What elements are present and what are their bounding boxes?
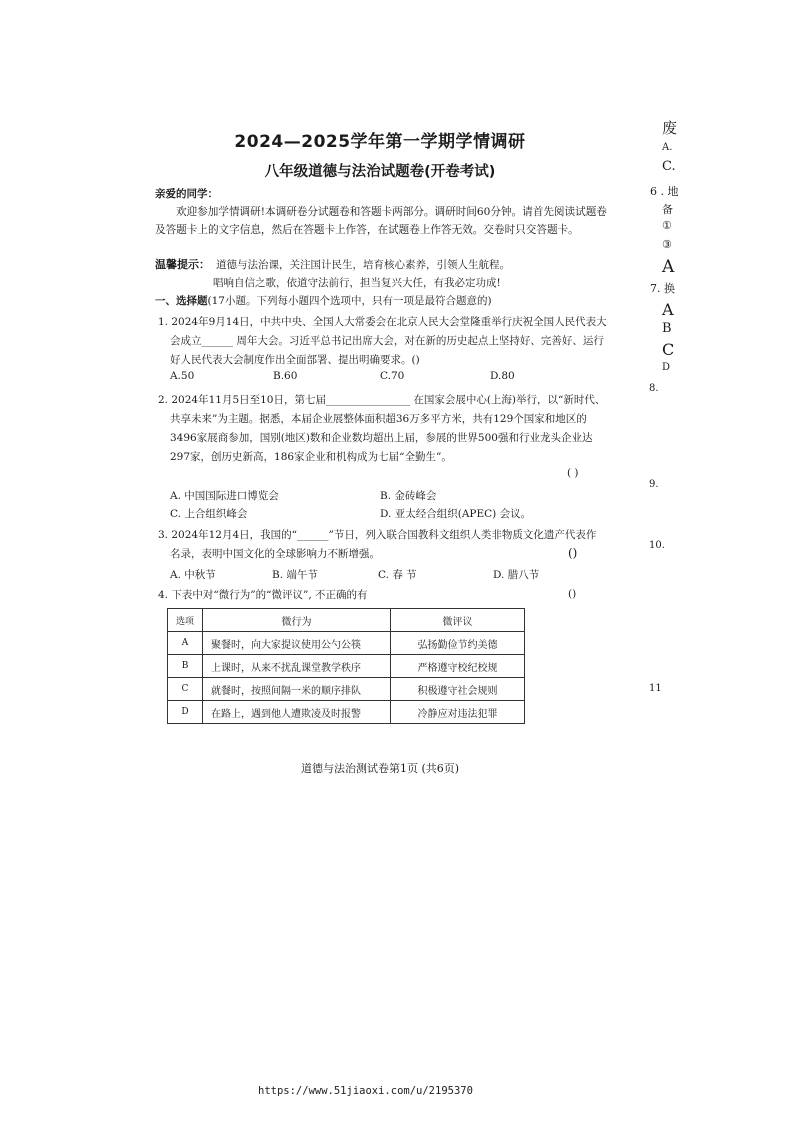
option-b: B. 端午节 (272, 569, 318, 581)
table-header: 微评议 (391, 609, 525, 632)
tip (155, 256, 510, 272)
option-d: D. 腊八节 (493, 569, 540, 581)
answer-paren: ( ) (567, 467, 579, 479)
side-fragment: A (662, 257, 675, 277)
answer-paren: () (568, 546, 578, 560)
side-fragment: 6 . 地 (650, 185, 679, 198)
table-header: 微行为 (203, 609, 391, 632)
side-fragment: D (662, 362, 671, 373)
table-cell: B (168, 655, 203, 678)
table-cell: 严格遵守校纪校规 (391, 655, 525, 678)
option-a: A. 中秋节 (170, 569, 216, 581)
option-c: C. 上合组织峰会 (170, 508, 248, 520)
option-d: D.80 (490, 370, 515, 382)
side-fragment: A. (662, 142, 673, 153)
tip-text: 道德与法治课，关注国计民生，培育核心素养，引领人生航程。 (216, 259, 510, 271)
table-cell: 冷静应对违法犯罪 (391, 701, 525, 724)
side-fragment: 8. (649, 383, 659, 394)
page-footer: 道德与法治测试卷第1页 (共6页) (300, 762, 460, 775)
table-cell: 就餐时，按照间隔一米的顺序排队 (203, 678, 391, 701)
side-fragment: C (662, 340, 675, 359)
behavior-table (167, 608, 525, 724)
question-stem: 4. 下表中对“微行为”的“微评议”, 不正确的有 (158, 589, 368, 601)
question-2 (158, 391, 610, 467)
side-fragment: 9. (649, 479, 659, 490)
side-fragment: 7. 换 (650, 282, 675, 295)
side-fragment: ③ (662, 238, 672, 251)
question-stem: 1. 2024年9月14日，中共中央、全国人大常委会在北京人民大会堂隆重举行庆祝全国人民代表大会成立______ 周年大会。习近平总书记出席大会，对在新的历史起点上坚持好、完善好、运行好人民代表大会制度作出全面部署、提出明确要求。() (158, 316, 607, 366)
side-fragment: C. (662, 159, 676, 174)
table-cell: 上课时，从来不扰乱课堂教学秩序 (203, 655, 391, 678)
tip-label: 温馨提示： (155, 258, 210, 271)
section-label: 一、选择题 (155, 295, 208, 307)
intro-text: 欢迎参加学情调研!本调研卷分试题卷和答题卡两部分。调研时间60分钟。请首先阅读试题卷及答题卡上的文字信息，然后在答题卡上作答，在试题卷上作答无效。交卷时只交答题卡。 (155, 206, 607, 236)
section-heading (155, 293, 492, 308)
slogan: 唱响自信之歌，依道守法前行，担当复兴大任，有我必定功成! (213, 277, 501, 289)
side-fragment: A (662, 300, 674, 319)
page-title: 2024—2025学年第一学期学情调研 (234, 132, 526, 152)
side-fragment: 废 (662, 119, 678, 137)
question-1 (158, 313, 610, 370)
side-fragment: 备 (662, 203, 673, 216)
table-cell: A (168, 632, 203, 655)
option-a: A.50 (170, 370, 195, 382)
table-row (168, 678, 525, 701)
page-subtitle: 八年级道德与法治试题卷(开卷考试) (264, 164, 496, 180)
option-b: B. 金砖峰会 (380, 490, 437, 502)
answer-paren: () (568, 588, 577, 600)
question-4 (158, 586, 610, 605)
side-fragment: 10. (649, 540, 665, 551)
option-c: C.70 (380, 370, 405, 382)
option-c: C. 春 节 (378, 569, 417, 581)
table-cell: 在路上，遇到他人遭欺凌及时报警 (203, 701, 391, 724)
greeting: 亲爱的同学： (155, 188, 218, 200)
table-row (168, 701, 525, 724)
side-fragment: 11 (649, 683, 662, 694)
side-fragment: B (662, 321, 672, 336)
table-row (168, 632, 525, 655)
table-cell: C (168, 678, 203, 701)
table-header-row (168, 609, 525, 632)
watermark-url[interactable]: https://www.51jiaoxi.com/u/2195370 (258, 1085, 473, 1097)
table-cell: 聚餐时，向大家提议使用公勺公筷 (203, 632, 391, 655)
option-d: D. 亚太经合组织(APEC) 会议。 (380, 508, 532, 520)
side-fragment: ① (662, 219, 672, 232)
table-cell: 积极遵守社会规则 (391, 678, 525, 701)
table-row (168, 655, 525, 678)
question-stem: 3. 2024年12月4日，我国的“______”节日，列入联合国教科文组织人类非物质文化遗产代表作名录，表明中国文化的全球影响力不断增强。 (158, 529, 597, 560)
question-stem: 2. 2024年11月5日至10日，第七届________________ 在国家会展中心(上海)举行，以“新时代、共享未来”为主题。据悉，本届企业展整体面积超36万多平方米，共有129个国家和地区的3496家展商参加，国别(地区)数和企业数均超出上届，参展的世界500强和行业龙头企业达297家，创历史新高，186家企业和机构成为七届“全勤生”。 (158, 394, 606, 463)
table-cell: D (168, 701, 203, 724)
question-3 (158, 526, 598, 564)
table-cell: 弘扬勤俭节约美德 (391, 632, 525, 655)
table-header: 选项 (168, 609, 203, 632)
section-note: (17小题。下列每小题四个选项中，只有一项是最符合题意的) (207, 295, 492, 307)
option-b: B.60 (273, 370, 298, 382)
option-a: A. 中国国际进口博览会 (170, 490, 279, 502)
